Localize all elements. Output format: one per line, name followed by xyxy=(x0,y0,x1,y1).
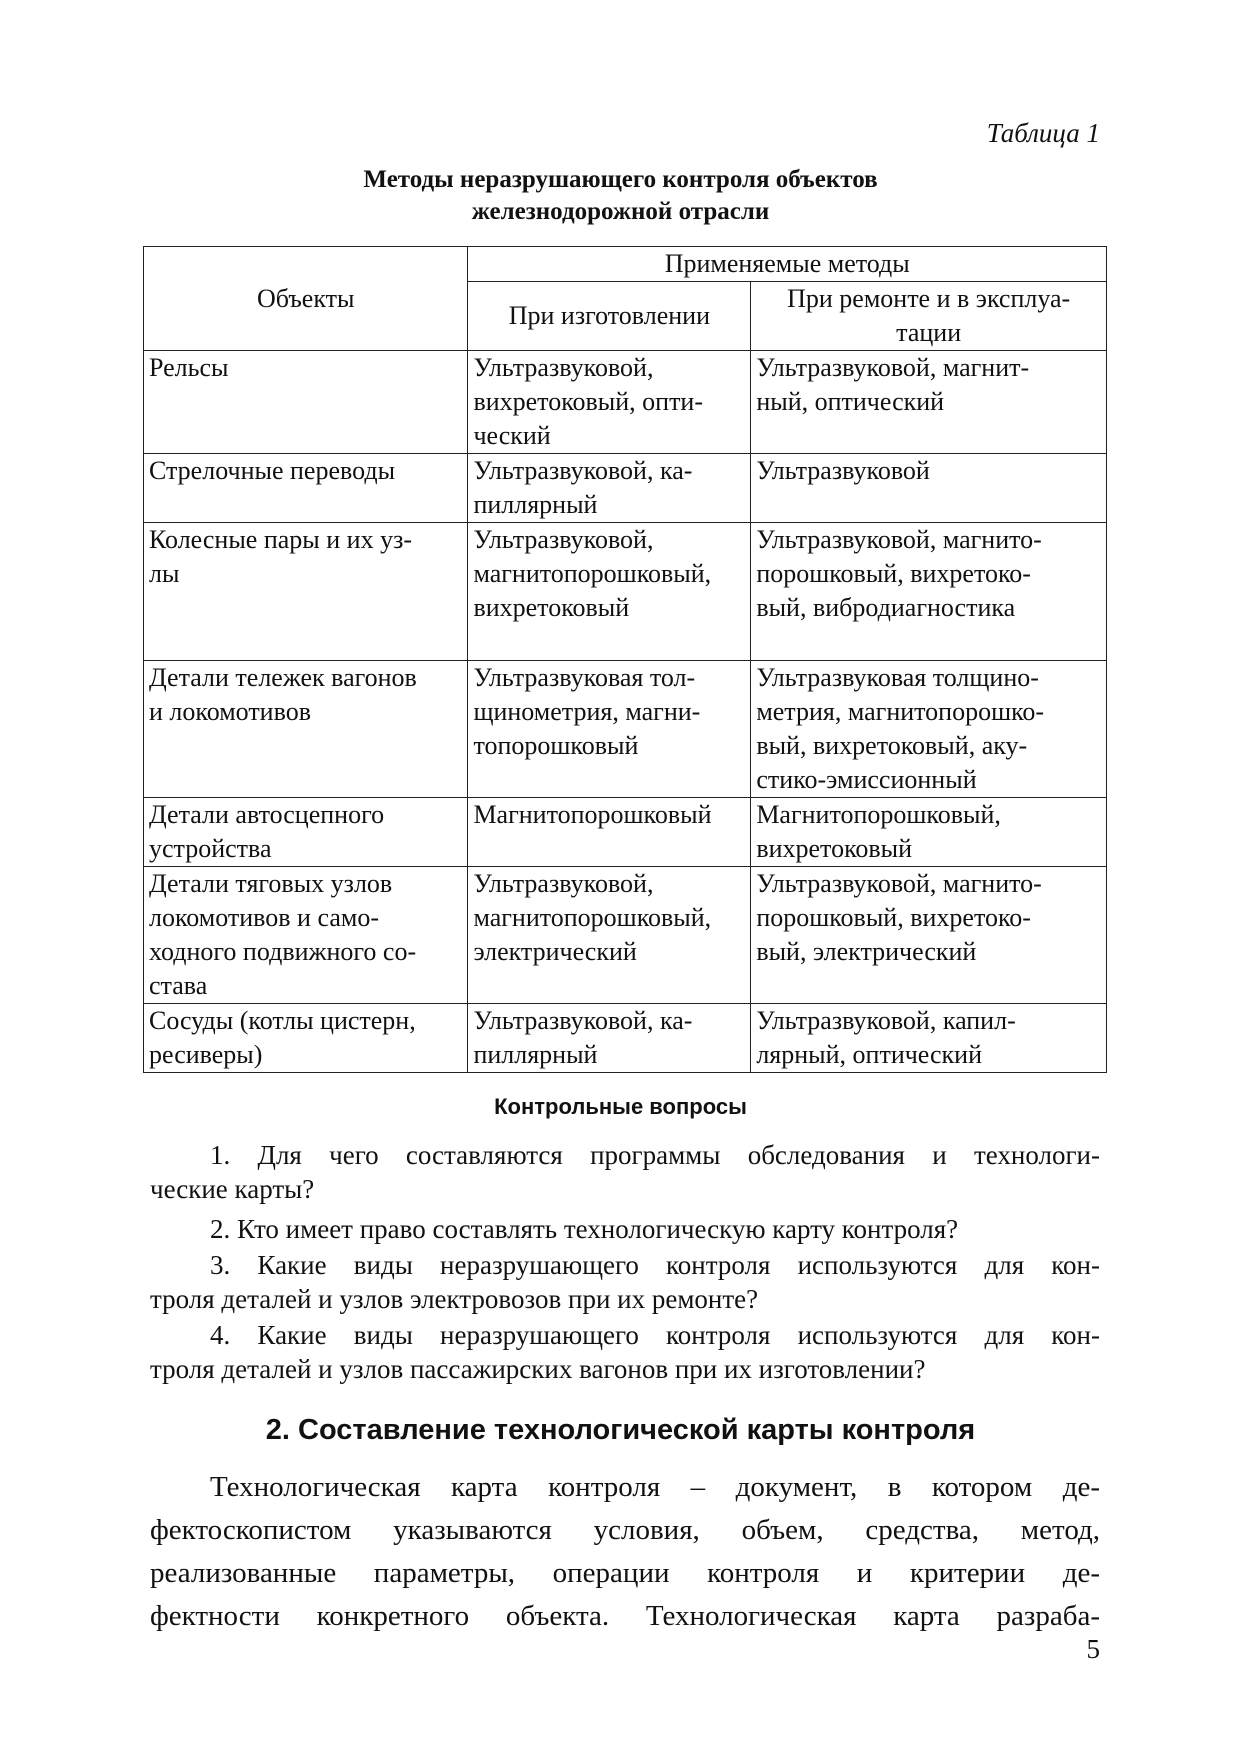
cell-manufacturing: Ультразвуковой, магнитопорошковый, вихретоковый xyxy=(468,523,751,661)
paragraph-line: фектоскопистом указываются условия, объем, средства, метод, xyxy=(150,1514,1100,1546)
table-header-row xyxy=(144,247,1107,282)
table-row xyxy=(144,523,1107,661)
cell-repair: Ультразвуковой, магнито- порошковый, вихретоко- вый, электрический xyxy=(751,867,1107,1004)
cell-manufacturing: Ультразвуковой, магнитопорошковый, электрический xyxy=(468,867,751,1004)
question-line: 1. Для чего составляются программы обследования и технологи- xyxy=(210,1140,1100,1170)
section-heading: 2. Составление технологической карты контроля xyxy=(265,1414,976,1446)
header-methods: Применяемые методы xyxy=(468,247,1107,282)
question-line: 2. Кто имеет право составлять технологическую карту контроля? xyxy=(210,1214,959,1244)
cell-manufacturing: Ультразвуковая тол- щинометрия, магни- топорошковый xyxy=(468,661,751,798)
methods-table xyxy=(143,246,1107,1073)
cell-repair: Ультразвуковой, капил- лярный, оптический xyxy=(751,1004,1107,1073)
table-row xyxy=(144,867,1107,1004)
cell-repair: Ультразвуковая толщино- метрия, магнитопорошко- вый, вихретоковый, аку- стико-эмиссионный xyxy=(751,661,1107,798)
table-title-line-1: Методы неразрушающего контроля объектов xyxy=(363,166,878,193)
cell-manufacturing: Магнитопорошковый xyxy=(468,798,751,867)
paragraph-line: реализованные параметры, операции контроля и критерии де- xyxy=(150,1557,1100,1589)
cell-repair: Магнитопорошковый, вихретоковый xyxy=(751,798,1107,867)
paragraph-line: фектности конкретного объекта. Технологическая карта разраба- xyxy=(150,1600,1100,1632)
table-row xyxy=(144,454,1107,523)
cell-manufacturing: Ультразвуковой, ка- пиллярный xyxy=(468,454,751,523)
table-row xyxy=(144,1004,1107,1073)
question-line: 4. Какие виды неразрушающего контроля используются для кон- xyxy=(210,1320,1100,1350)
cell-repair: Ультразвуковой xyxy=(751,454,1107,523)
table-row xyxy=(144,661,1107,798)
cell-object: Стрелочные переводы xyxy=(144,454,468,523)
table-title-line-2: железнодорожной отрасли xyxy=(471,198,770,225)
cell-object: Колесные пары и их уз- лы xyxy=(144,523,468,661)
table-label: Таблица 1 xyxy=(986,118,1100,148)
header-repair: При ремонте и в эксплуа- тации xyxy=(751,282,1107,351)
question-line: ческие карты? xyxy=(150,1174,315,1204)
header-manufacturing: При изготовлении xyxy=(468,282,751,351)
cell-manufacturing: Ультразвуковой, вихретоковый, опти- ческий xyxy=(468,351,751,454)
cell-manufacturing: Ультразвуковой, ка- пиллярный xyxy=(468,1004,751,1073)
table-row xyxy=(144,798,1107,867)
page-number: 5 xyxy=(1086,1634,1100,1664)
header-objects: Объекты xyxy=(144,247,468,351)
question-line: троля деталей и узлов электровозов при их ремонте? xyxy=(150,1284,759,1314)
cell-object: Детали тележек вагонов и локомотивов xyxy=(144,661,468,798)
question-line: троля деталей и узлов пассажирских вагонов при их изготовлении? xyxy=(150,1354,926,1384)
cell-object: Сосуды (котлы цистерн, ресиверы) xyxy=(144,1004,468,1073)
cell-repair: Ультразвуковой, магнито- порошковый, вихретоко- вый, вибродиагностика xyxy=(751,523,1107,661)
cell-repair: Ультразвуковой, магнит- ный, оптический xyxy=(751,351,1107,454)
table-row xyxy=(144,351,1107,454)
questions-title: Контрольные вопросы xyxy=(494,1094,747,1119)
cell-object: Детали автосцепного устройства xyxy=(144,798,468,867)
question-line: 3. Какие виды неразрушающего контроля используются для кон- xyxy=(210,1250,1100,1280)
cell-object: Детали тяговых узлов локомотивов и само- ходного подвижного со- става xyxy=(144,867,468,1004)
cell-object: Рельсы xyxy=(144,351,468,454)
paragraph-line: Технологическая карта контроля – документ, в котором де- xyxy=(210,1471,1100,1503)
